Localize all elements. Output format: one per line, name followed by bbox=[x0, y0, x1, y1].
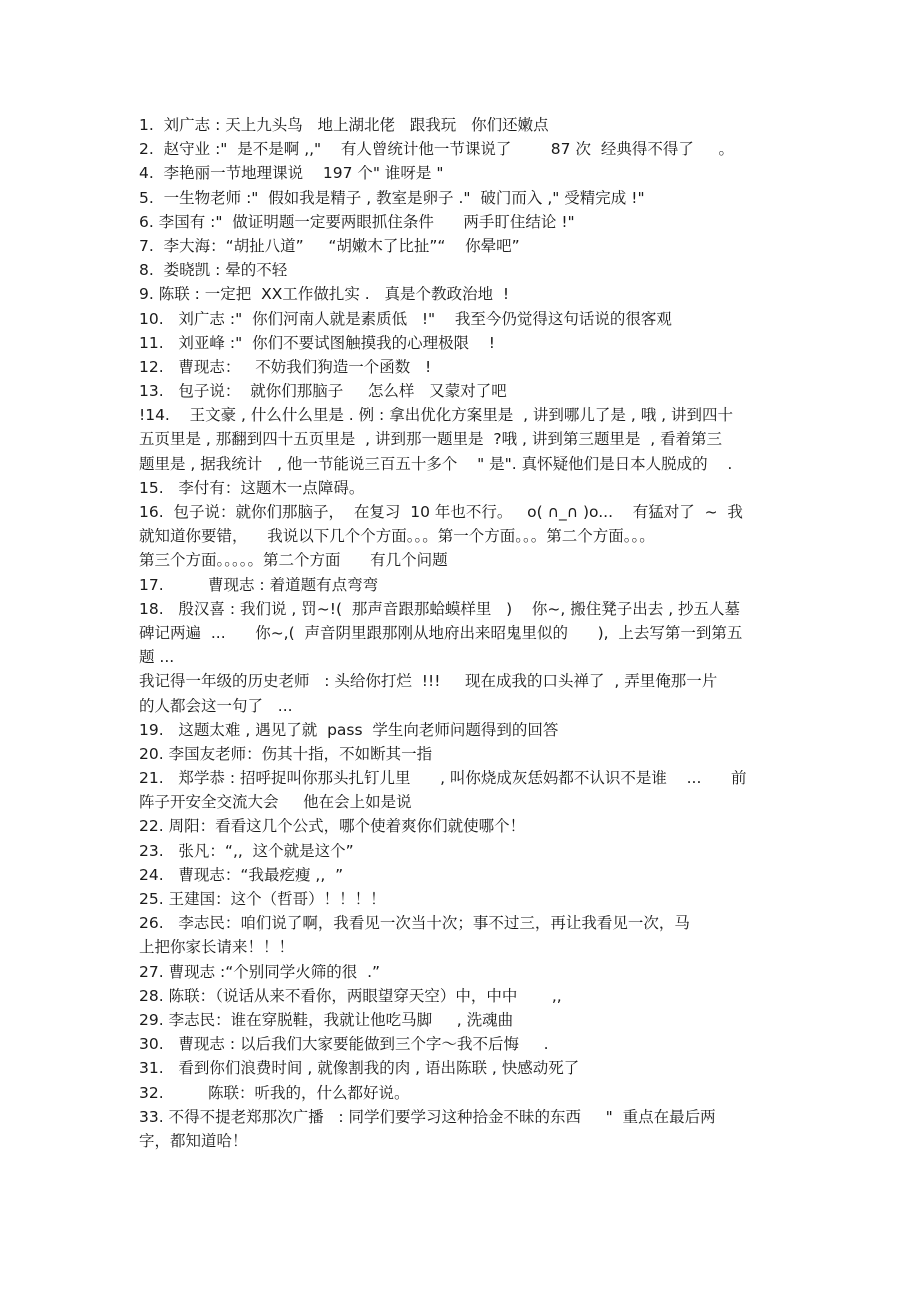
text-line: 1. 刘广志 : 天上九头鸟 地上湖北佬 跟我玩 你们还嫩点 bbox=[139, 116, 549, 134]
text-line: !14. 王文豪 , 什么什么里是 . 例 : 拿出优化方案里是 , 讲到哪儿了是 , 哦 , 讲到四十 bbox=[139, 406, 733, 425]
text-line: 23. 张凡：“,, 这个就是这个” bbox=[139, 841, 354, 860]
text-line: 上把你家长请来！！！ bbox=[139, 938, 295, 957]
text-line: 6. 李国有 :" 做证明题一定要两眼抓住条件 两手盯住结论 !" bbox=[139, 212, 575, 231]
text-line: 27. 曹现志 :“个别同学火筛的很 .” bbox=[139, 962, 381, 981]
text-line: 10. 刘广志 :" 你们河南人就是素质低 !" 我至今仍觉得这句话说的很客观 bbox=[139, 309, 672, 328]
text-line: 题里是 , 据我统计 , 他一节能说三百五十多个 " 是". 真怀疑他们是日本人脱成的 . bbox=[139, 454, 733, 473]
text-line: 13. 包子说： 就你们那脑子 怎么样 又蒙对了吧 bbox=[139, 382, 507, 401]
text-line: 28. 陈联：（说话从来不看你，两眼望穿天空）中，中中 ,, bbox=[139, 986, 562, 1005]
text-line: 31. 看到你们浪费时间 , 就像割我的肉 , 语出陈联 , 快感动死了 bbox=[139, 1059, 580, 1078]
text-line: 29. 李志民：谁在穿脱鞋，我就让他吃马脚 , 洗魂曲 bbox=[139, 1010, 514, 1029]
text-line: 5. 一生物老师 :" 假如我是精子 , 教室是卵子 ." 破门而入 ," 受精完成 !" bbox=[139, 188, 645, 207]
text-line: 16. 包子说：就你们那脑子， 在复习 10 年也不行。 o( ∩_∩ )o... 有猛对了 ~ 我 bbox=[139, 503, 743, 521]
text-line: 33. 不得不提老郑那次广播 : 同学们要学习这种拾金不昧的东西 " 重点在最后两 bbox=[139, 1107, 716, 1126]
text-line: 18. 殷汉喜 : 我们说 , 罚~!( 那声音跟那蛤蟆样里 ) 你~, 搬住凳子出去 , 抄五人墓 bbox=[139, 599, 741, 618]
text-line: 五页里是 , 那翻到四十五页里是 , 讲到那一题里是 ?哦 , 讲到第三题里是 , 看着第三 bbox=[139, 430, 723, 449]
text-line: 碑记两遍 ... 你~,( 声音阴里跟那刚从地府出来昭鬼里似的 ), 上去写第一到第五 bbox=[139, 623, 743, 642]
text-line: 4. 李艳丽一节地理课说 197 个" 谁呀是 " bbox=[139, 164, 444, 183]
text-line: 12. 曹现志： 不妨我们狗造一个函数 ! bbox=[139, 357, 432, 376]
text-line: 2. 赵守业 :" 是不是啊 ,," 有人曾统计他一节课说了 87 次 经典得不得了 。 bbox=[139, 140, 734, 159]
text-line: 20. 李国友老师：伤其十指，不如断其一指 bbox=[139, 744, 433, 763]
text-line: 11. 刘亚峰 :" 你们不要试图触摸我的心理极限 ! bbox=[139, 333, 495, 352]
text-line: 阵子开安全交流大会 他在会上如是说 bbox=[139, 793, 412, 812]
text-line: 25. 王建国：这个（哲哥）！！！！ bbox=[139, 890, 386, 908]
text-line: 17. 曹现志 : 着道题有点弯弯 bbox=[139, 575, 379, 594]
text-line: 字，都知道哈！ bbox=[139, 1131, 248, 1150]
text-line: 7. 李大海：“胡扯八道” “胡嫩木了比扯”“ 你晕吧” bbox=[139, 236, 520, 255]
text-line: 的人都会这一句了 ... bbox=[139, 696, 293, 715]
text-line: 题 ... bbox=[139, 648, 175, 667]
text-line: 第三个方面。。。。。第二个方面 有几个问题 bbox=[139, 551, 448, 570]
text-line: 15. 李付有：这题木一点障碍。 bbox=[139, 478, 365, 497]
text-line: 8. 娄晓凯 : 晕的不轻 bbox=[139, 261, 288, 280]
text-line: 30. 曹现志 : 以后我们大家要能做到三个字～我不后悔 . bbox=[139, 1035, 549, 1054]
text-line: 21. 郑学恭 : 招呼捉叫你那头扎钉儿里 , 叫你烧成灰恁妈都不认识不是谁 ... 前 bbox=[139, 769, 747, 788]
text-line: 19. 这题太难 , 遇见了就 pass 学生向老师问题得到的回答 bbox=[139, 720, 559, 739]
text-line: 9. 陈联 : 一定把 XX工作做扎实 . 真是个教政治地 ! bbox=[139, 285, 510, 304]
quote-list bbox=[139, 113, 789, 1153]
text-line: 32. 陈联：听我的，什么都好说。 bbox=[139, 1083, 410, 1102]
text-line: 我记得一年级的历史老师 : 头给你打烂 !!! 现在成我的口头禅了 , 弄里俺那一片 bbox=[139, 672, 718, 691]
text-line: 就知道你要错， 我说以下几个个方面。。。第一个方面。。。第二个方面。。。 bbox=[139, 527, 655, 546]
text-line: 24. 曹现志：“我最疙瘦 ,, ” bbox=[139, 865, 344, 884]
text-line: 22. 周阳：看看这几个公式，哪个使着爽你们就使哪个！ bbox=[139, 817, 526, 836]
text-line: 26. 李志民：咱们说了啊，我看见一次当十次；事不过三，再让我看见一次，马 bbox=[139, 914, 690, 933]
